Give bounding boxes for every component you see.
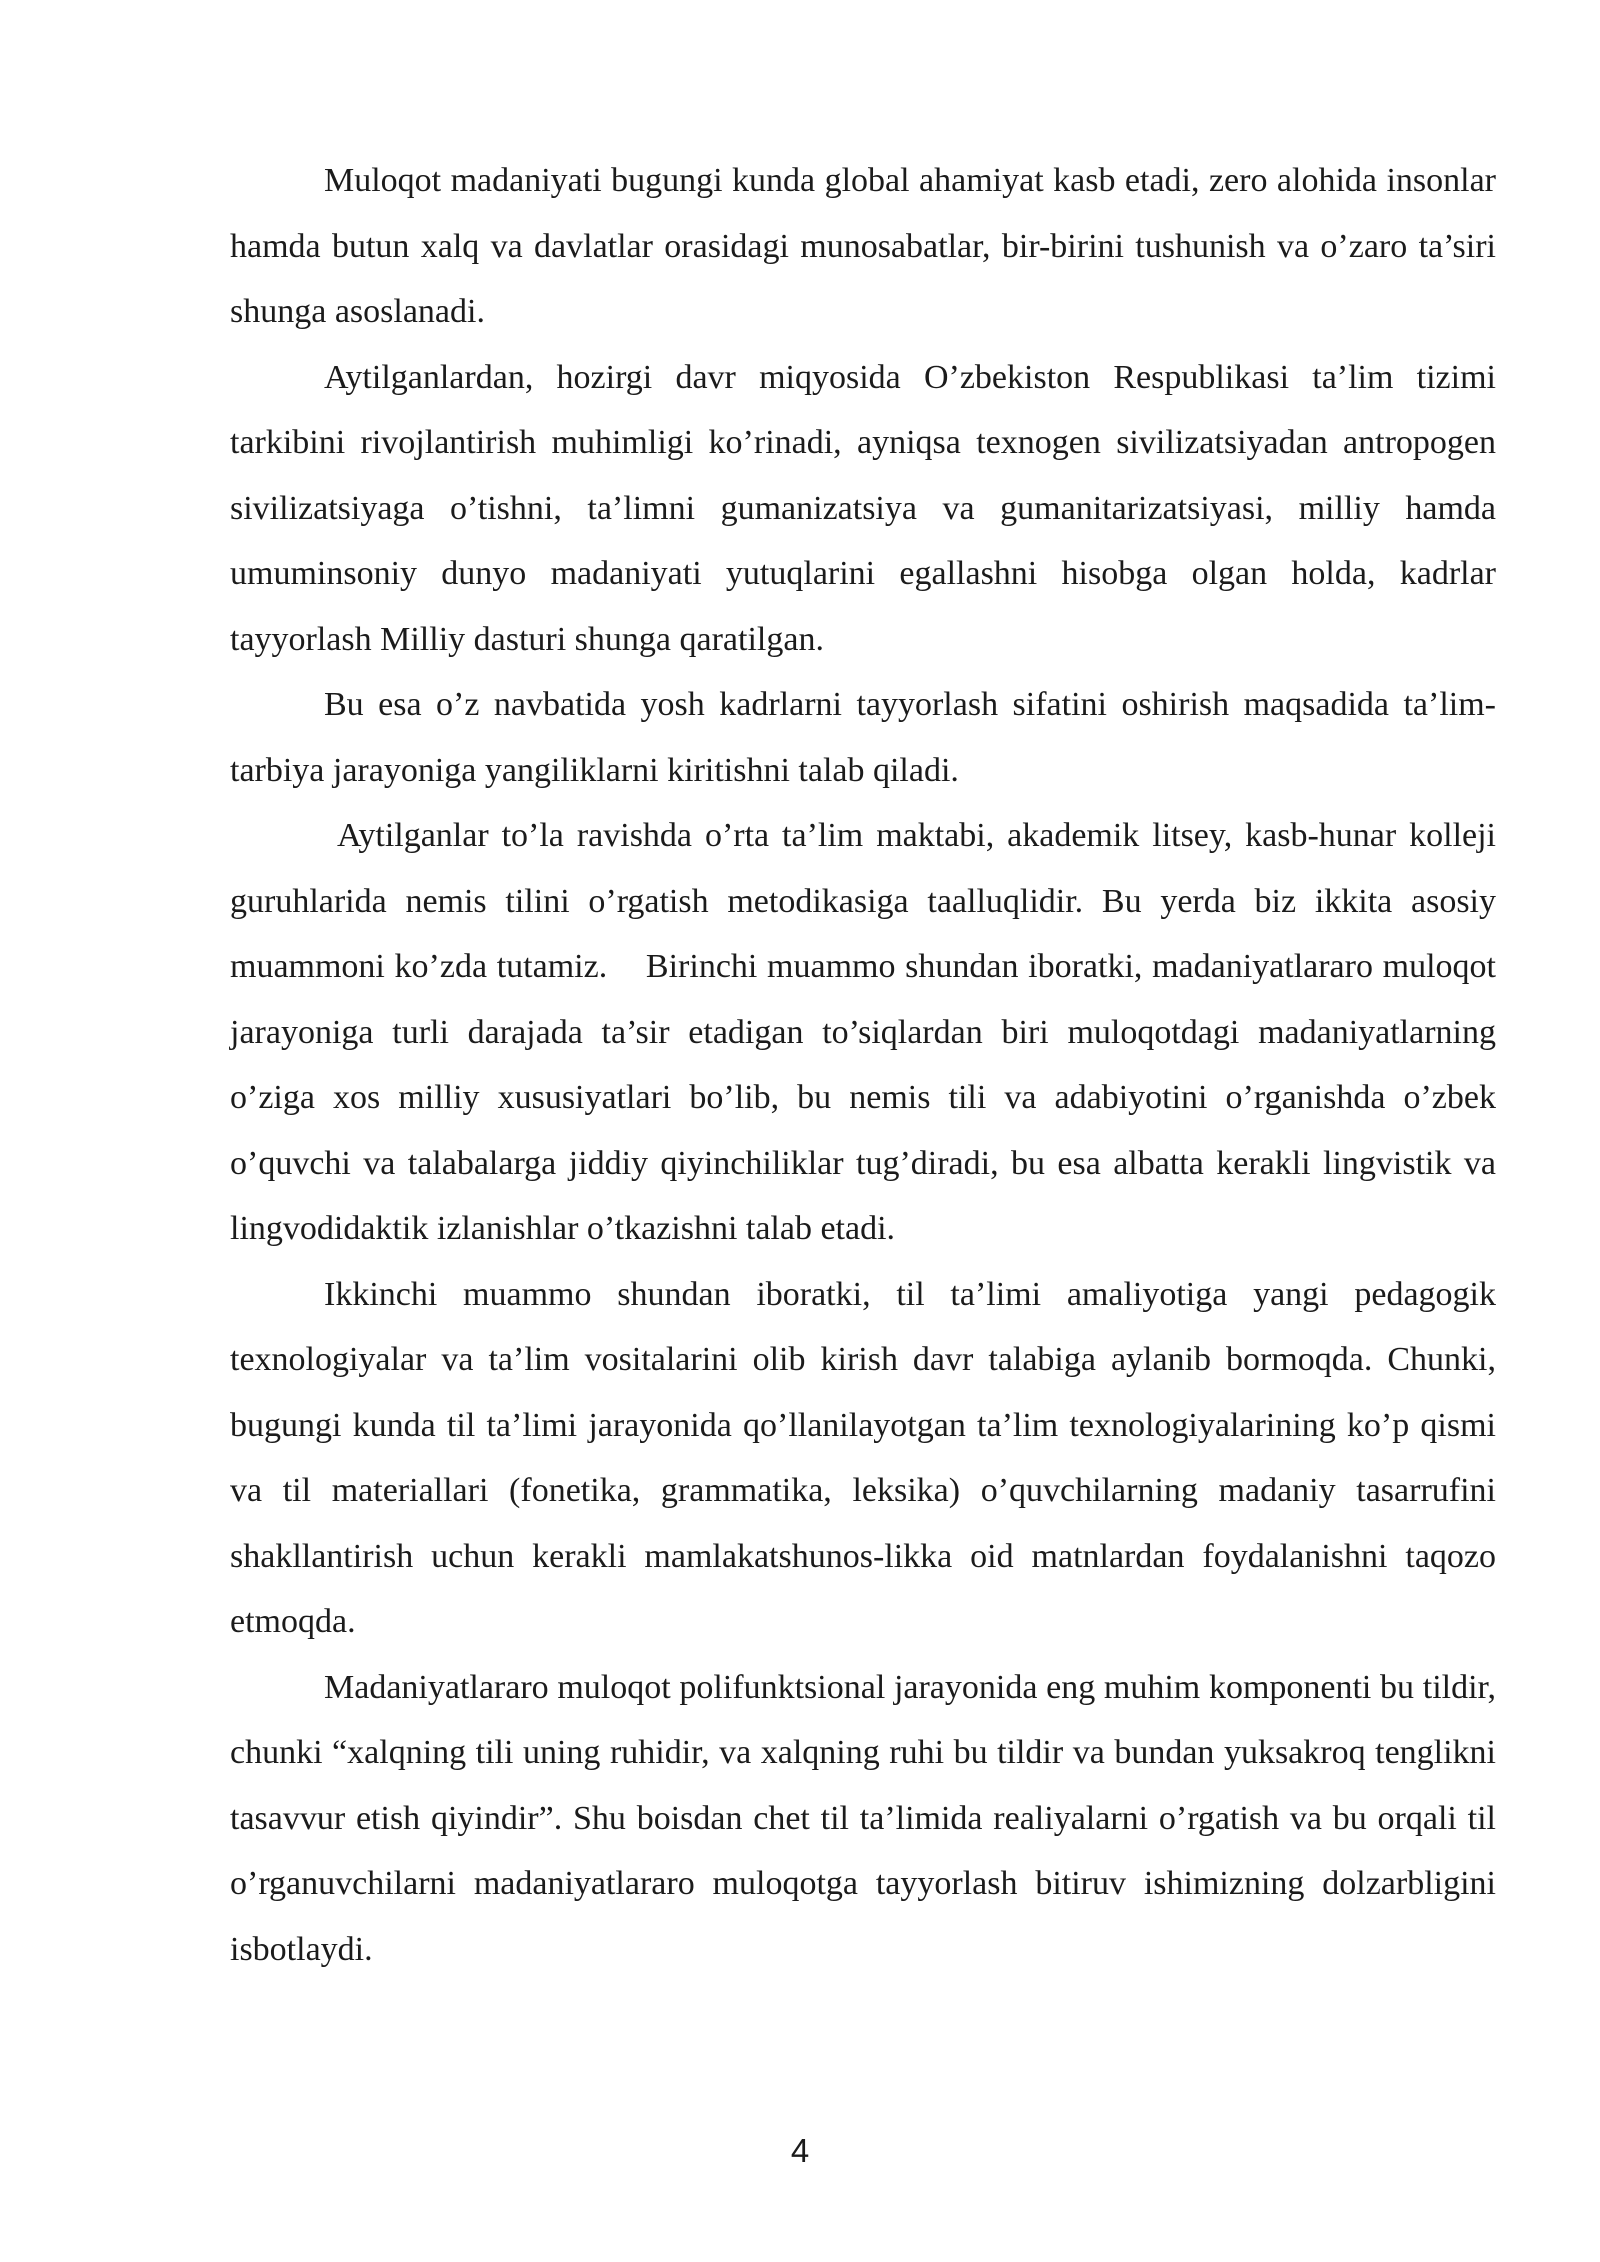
paragraph-3: Bu esa o’z navbatida yosh kadrlarni tayyorlash sifatini oshirish maqsadida ta’lim-tarbiya jarayoniga yangiliklarni kiritishni talab qiladi. [230,686,1496,789]
paragraph-2: Aytilganlardan, hozirgi davr miqyosida O’zbekiston Respublikasi ta’lim tizimi tarkibini rivojlantirish muhimligi ko’rinadi, ayniqsa texnogen sivilizatsiyadan antropogen sivilizatsiyaga o’tishni, ta’limni gumanizatsiya va gumanitarizatsiyasi, milliy hamda umuminsoniy dunyo madaniyati yutuqlarini egallashni hisobga olgan holda, kadrlar tayyorlash Milliy dasturi shunga qaratilgan. [230,358,1496,658]
paragraph-6: Madaniyatlararo muloqot polifunktsional jarayonida eng muhim komponenti bu tildir, chunki “xalqning tili uning ruhidir, va xalqning ruhi bu tildir va bundan yuksakroq tenglikni tasavvur etish qiyindir”. Shu boisdan chet til ta’limida realiyalarni o’rgatish va bu orqali til o’rganuvchilarni madaniyatlararo muloqotga tayyorlash bitiruv ishimizning dolzarbligini isbotlaydi. [230,1668,1496,1968]
body-text [230,148,1505,1982]
paragraph-4: Aytilganlar to’la ravishda o’rta ta’lim maktabi, akademik litsey, kasb-hunar kolleji guruhlarida nemis tilini o’rgatish metodikasiga taalluqlidir. Bu yerda biz ikkita asosiy muammoni ko’zda tutamiz. Birinchi muammo shundan iboratki, madaniyatlararo muloqot jarayoniga turli darajada ta’sir etadigan to’siqlardan biri muloqotdagi madaniyatlarning o’ziga xos milliy xususiyatlari bo’lib, bu nemis tili va adabiyotini o’rganishda o’zbek o’quvchi va talabalarga jiddiy qiyinchiliklar tug’diradi, bu esa albatta kerakli lingvistik va lingvodidaktik izlanishlar o’tkazishni talab etadi. [230,817,1505,1247]
paragraph-1: Muloqot madaniyati bugungi kunda global ahamiyat kasb etadi, zero alohida insonlar hamda butun xalq va davlatlar orasidagi munosabatlar, bir-birini tushunish va o’zaro ta’siri shunga asoslanadi. [230,162,1496,330]
paragraph-5: Ikkinchi muammo shundan iboratki, til ta’limi amaliyotiga yangi pedagogik texnologiyalar va ta’lim vositalarini olib kirish davr talabiga aylanib bormoqda. Chunki, bugungi kunda til ta’limi jarayonida qo’llanilayotgan ta’lim texnologiyalarining ko’p qismi va til materiallari (fonetika, grammatika, leksika) o’quvchilarning madaniy tasarrufini shakllantirish uchun kerakli mamlakatshunos-likka oid matnlardan foydalanishni taqozo etmoqda. [230,1275,1496,1640]
page-number: 4 [790,2132,810,2169]
